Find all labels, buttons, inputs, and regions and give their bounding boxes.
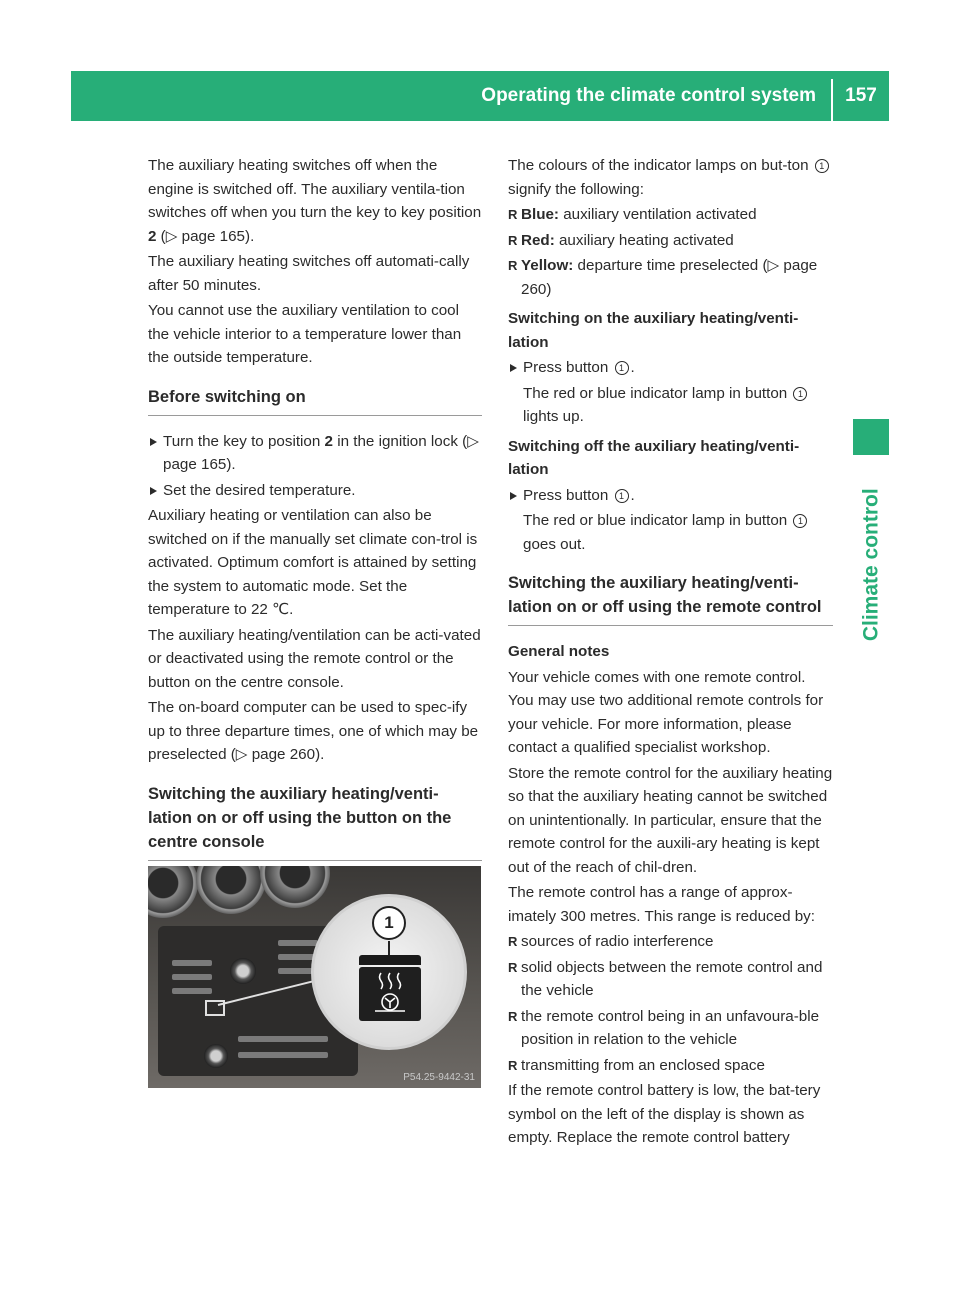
volume-knob [230,958,256,984]
subheading: Switching on the auxiliary heating/venti-lation [508,310,799,351]
page-ref-icon: ▷ [467,432,479,450]
paragraph: The auxiliary heating/ventilation can be acti-vated or deactivated using the remote control or the button on the centre console. [148,626,481,691]
instruction: Set the desired temperature. [148,479,482,503]
heating-fan-icon [359,967,421,1021]
magnified-view [311,894,467,1050]
section-marker [853,419,889,455]
paragraph: The colours of the indicator lamps on but-ton 1 signify the following: [508,154,833,201]
subheading: Switching off the auxiliary heating/venti-lation [508,437,800,478]
page-number: 157 [845,85,877,106]
list-item: R transmitting from an enclosed space [508,1054,833,1078]
paragraph: Auxiliary heating or ventilation can also be switched on if the manually set climate con-trol is activated. Optimum comfort is attained by setting the system to automatic mode. Set the temperature to 22 ℃. [148,507,478,618]
page-ref-icon: ▷ [767,257,780,274]
console-photo [148,866,481,1088]
air-vent [148,866,198,918]
callout-1-icon: 1 [793,514,807,528]
section-heading: Switching the auxiliary heating/venti-lation on or off using the remote control [508,571,833,626]
section-heading: Before switching on [148,385,482,416]
callout-number: 1 [372,906,406,940]
header-bar [71,71,889,121]
callout-1-icon: 1 [615,489,629,503]
page-title: Operating the climate control system [481,85,816,106]
instruction: Turn the key to position 2 in the ignition lock (▷ page 165). [148,430,482,477]
paragraph: The auxiliary heating switches off automati-cally after 50 minutes. [148,253,470,294]
callout-1-icon: 1 [793,387,807,401]
subheading: General notes [508,643,610,660]
left-column [148,154,482,900]
paragraph: You cannot use the auxiliary ventilation to cool the vehicle interior to a temperature lower than the outside temperature. [148,302,462,366]
paragraph: If the remote control battery is low, the bat-tery symbol on the left of the display is shown as empty. Replace the remote control battery [508,1082,821,1146]
section-heading: Switching the auxiliary heating/venti-lation on or off using the button on the centre console [148,782,482,861]
side-tab [853,470,889,660]
callout-1-icon: 1 [815,159,829,173]
list-item: R Red: auxiliary heating activated [508,229,833,253]
result-text: The red or blue indicator lamp in button 1 lights up. [508,382,833,429]
temperature-knob [204,1044,228,1068]
paragraph: The remote control has a range of approx-imately 300 metres. This range is reduced by: [508,884,815,925]
paragraph: The on-board computer can be used to spec-ify up to three departure times, one of which may be preselected (▷ page 260). [148,699,479,763]
page-ref-icon: ▷ [235,746,248,763]
list-item: R the remote control being in an unfavoura-ble position in relation to the vehicle [508,1005,833,1052]
paragraph: The auxiliary heating switches off when the engine is switched off. The auxiliary ventila-tion switches off when you turn the key to key position 2 (▷ page 165). [148,157,482,245]
list-item: R sources of radio interference [508,930,833,954]
list-item: R solid objects between the remote control and the vehicle [508,956,833,1003]
auxiliary-heating-button [359,967,421,1021]
side-tab-label: Climate control [859,488,883,642]
list-item: R Blue: auxiliary ventilation activated [508,203,833,227]
result-text: The red or blue indicator lamp in button 1 goes out. [508,509,833,556]
instruction: Press button 1 . [508,484,833,508]
instruction: Press button 1 . [508,356,833,380]
right-column [508,154,833,1152]
air-vent [260,866,330,908]
paragraph: Store the remote control for the auxiliary heating so that the auxiliary heating cannot be switched on unintentionally. In particular, ensure that the remote control for the auxili-ary heating is kept out of the reach of chil-dren. [508,764,833,876]
list-item: R Yellow: departure time preselected (▷ page 260) [508,254,833,301]
air-vent [196,866,266,914]
callout-1-icon: 1 [615,361,629,375]
figure-code: P54.25-9442-31 [403,1072,475,1083]
paragraph: Your vehicle comes with one remote control. You may use two additional remote controls for your vehicle. For more information, please contact a qualified specialist workshop. [508,668,824,756]
page-ref-icon: ▷ [165,227,178,245]
